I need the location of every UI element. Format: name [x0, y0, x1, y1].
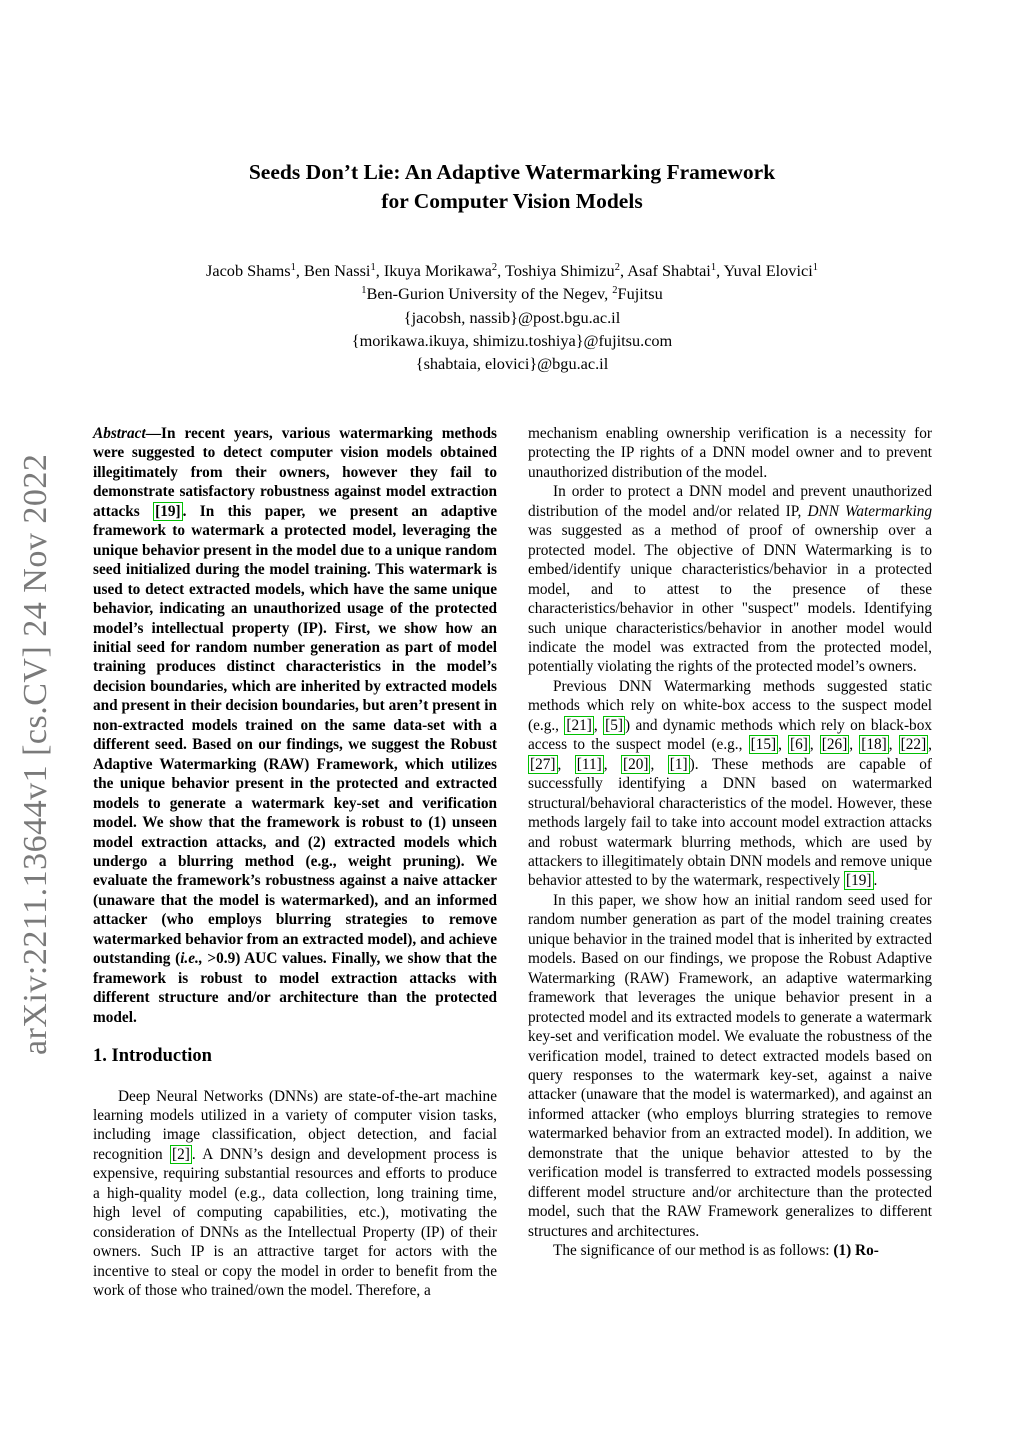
author-name: Ikuya Morikawa: [383, 261, 492, 280]
citation-link[interactable]: [11]: [576, 755, 602, 773]
author-name: Asaf Shabtai: [627, 261, 711, 280]
paragraph: mechanism enabling ownership verification is a necessity for protecting the IP rights of a DNN model owner and to prevent unauthorized distribution of the model.: [528, 425, 932, 481]
citation-link[interactable]: [19]: [846, 872, 872, 890]
citation-link[interactable]: [6]: [790, 736, 808, 754]
citation-link[interactable]: [26]: [821, 736, 848, 754]
right-column: [528, 424, 932, 1260]
paragraph: Deep Neural Networks (DNNs) are state-of-the-art machine learning models utilized in a variety of computer vision tasks, including image classification, object detection, and facial recognition [2] . A DNN’s design and development process is expensive, requiring substantial resources and efforts to produce a high-quality model (e.g., data collection, long training time, high level of computing capabilities, etc.), motivating the consideration of DNNs as the Intellectual Property (IP) of their owners. Such IP is an attractive target for actors with the incentive to steal or copy the model in order to benefit from the work of those who trained/own the model. Therefore, a: [93, 1087, 497, 1300]
paper-title: [0, 158, 1024, 216]
email-line: {shabtaia, elovici}@bgu.ac.il: [415, 354, 609, 374]
author-list: Jacob Shams$^1$, Ben Nassi$^1$, Ikuya Morikawa$^2$, Toshiya Shimizu$^2$, Asaf Shabtai$^1$, Yuval Elovici$^1$: [206, 261, 818, 280]
abstract: Abstract—In recent years, various watermarking methods were suggested to detect computer vision models obtained illegitimately from their owners, however they fail to demonstrate satisfactory robustness against model extraction attacks [19] . In this paper, we present an adaptive framework to watermark a protected model, leveraging the unique behavior present in the model due to a unique random seed initialized during the model training. This watermark is used to detect extracted models, which have the same unique behavior, indicating an unauthorized usage of the protected model’s intellectual property (IP). First, we show how an initial seed for random number generation as part of model training produces distinct characteristics in the model’s decision boundaries, which are inherited by extracted models and present in their decision boundaries, but aren’t present in non-extracted models trained on the same data-set with a different seed. Based on our findings, we suggest the Robust Adaptive Watermarking (RAW) Framework, which utilizes the unique behavior present in the protected and extracted models to generate a watermark key-set and verification model. We show that the framework is robust to (1) unseen model extraction attacks, and (2) extracted models which undergo a blurring method (e.g., weight pruning). We evaluate the framework’s robustness against a naive attacker (unaware that the model is watermarked), and an informed attacker (who employs blurring strategies to remove watermarked behavior from an extracted model), and achieve outstanding (i.e., >0.9) AUC values. Finally, we show that the framework is robust to model extraction attacks with different structure and/or architecture than the protected model.: [93, 425, 498, 1026]
paragraph: Previous DNN Watermarking methods suggested static methods which rely on white-box access to the suspect model (e.g., [21] , [5] ) and dynamic methods which rely on black-box access to the suspect model (e.g., [15] , [6] , [26] , [18] , [22] , [27] , [11] , [20] , [1] ). These methods are capable of successfully identifying a DNN based on watermarked structural/behavioral characteristics of the model. However, these methods largely fail to take into account model extraction attacks and robust watermark blurring methods, which are used by attackers to illegitimately obtain DNN models and remove unique behavior attested to by the watermark, respectively [19] .: [528, 677, 932, 890]
author-name: Ben Nassi: [303, 261, 371, 280]
email-line: {morikawa.ikuya, shimizu.toshiya}@fujitsu.com: [351, 330, 673, 350]
citation-link[interactable]: [1]: [669, 755, 688, 773]
author-name: Yuval Elovici: [723, 261, 813, 280]
citation-link[interactable]: [20]: [622, 755, 649, 773]
paragraph: In this paper, we show how an initial random seed used for random number generation as part of the model training creates unique behavior in the trained model that is inherited by extracted models. Based on our findings, we propose the Robust Adaptive Watermarking (RAW) Framework, an adaptive watermarking framework that leverages the unique behavior present in a protected model and its extracted models to generate a watermark key-set and verification model. We evaluate the robustness of the verification model, trained to detect extracted models based on query responses to the watermark key-set, against a naive attacker (unaware that the model is watermarked), and against an informed attacker (who employs blurring strategies to remove watermarked behavior from an extracted model). In addition, we demonstrate that the unique behavior attested to by the verification model is transferred to extracted models possessing different model structure and/or architecture than the protected model, such that the RAW Framework generalizes to different structures and architectures.: [528, 891, 932, 1240]
paragraph: In order to protect a DNN model and prevent unauthorized distribution of the model and/or related IP, DNN Watermarking was suggested as a method of proof of ownership over a protected model. The objective of DNN Watermarking is to embed/identify unique characteristics/behavior in a protected model, and to attest to the presence of these characteristics/behavior in other "suspect" models. Identifying such unique characteristics/behavior in another model would indicate the model was extracted from the protected model, potentially violating the rights of the protected model’s owners.: [528, 483, 932, 676]
citation-link[interactable]: [22]: [900, 736, 927, 754]
citation-link[interactable]: [27]: [530, 755, 556, 773]
left-column: [93, 424, 497, 1300]
citation-link[interactable]: [2]: [172, 1145, 190, 1163]
citation-link[interactable]: [19]: [155, 502, 181, 520]
author-name: Toshiya Shimizu: [505, 261, 615, 280]
citation-link[interactable]: [5]: [605, 716, 623, 734]
paragraph: The significance of our method is as follows: (1) Ro-: [553, 1242, 879, 1260]
arxiv-identifier: arXiv:2211.13644v1 [cs.CV] 24 Nov 2022: [17, 453, 54, 1055]
citation-link[interactable]: [21]: [566, 716, 592, 734]
email-line: {jacobsh, nassib}@post.bgu.ac.il: [403, 307, 621, 327]
title-line-1: Seeds Don’t Lie: An Adaptive Watermarking Framework: [248, 160, 776, 184]
citation-link[interactable]: [18]: [861, 736, 887, 754]
section-heading: 1. Introduction: [93, 1046, 212, 1067]
affiliations: $^1$Ben-Gurion University of the Negev, $^2$Fujitsu: [361, 284, 663, 304]
title-line-2: for Computer Vision Models: [381, 189, 643, 213]
author-name: Jacob Shams: [206, 261, 291, 280]
citation-link[interactable]: [15]: [750, 736, 777, 754]
author-block: [0, 259, 1024, 375]
